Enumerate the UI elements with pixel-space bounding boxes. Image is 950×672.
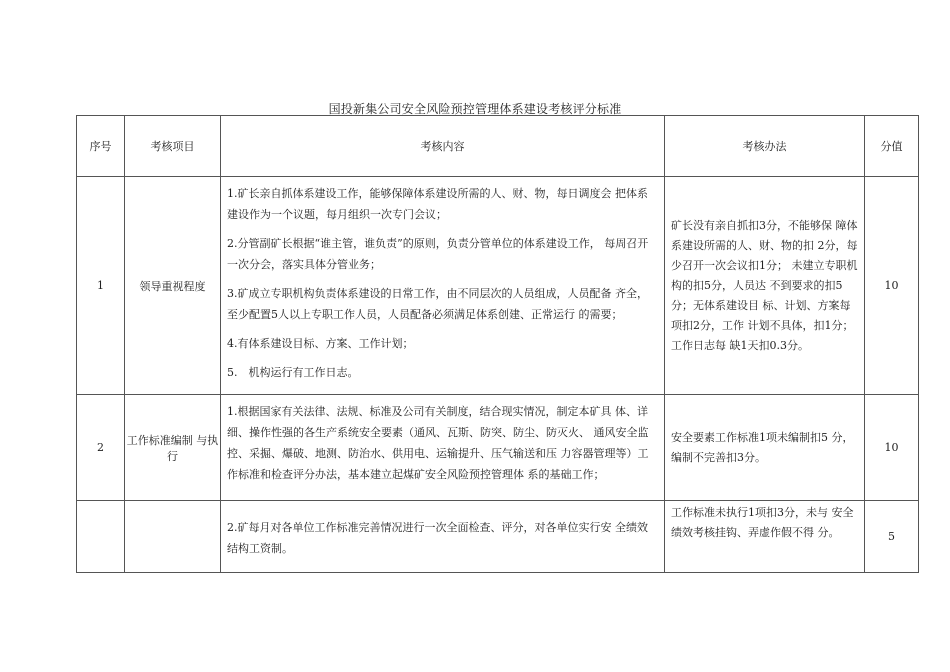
row-content (221, 395, 665, 501)
row-method: 安全要素工作标准1项未编制扣5 分，编制不完善扣3分。 (665, 395, 865, 501)
table-row (77, 395, 919, 501)
row-score: 10 (865, 177, 919, 395)
row-item (125, 501, 221, 573)
content-line: 1.根据国家有关法律、法规、标准及公司有关制度，结合现实情况，制定本矿具 体、详细、操作性强的各生产系统安全要素（通风、瓦斯、防突、防尘、防灭火、 通风安全监控、采掘、爆破、地测、防治水、供用电、运输提升、压气输送和压 力容器管理等）工作标准和检查评分办法，基本建立起煤矿安全风险预控管理体 系的基础工作； (227, 405, 649, 481)
scoring-table (76, 115, 919, 573)
row-method: 矿长没有亲自抓扣3分，不能够保 障体系建设所需的人、财、物的扣 2分，每少召开一次会议扣1分； 未建立专职机构的扣5分，人员达 不到要求的扣5分；无体系建设目 标、计划、方案每项扣2分，工作 计划不具体，扣1分；工作日志每 缺1天扣0.3分。 (665, 177, 865, 395)
row-score: 10 (865, 395, 919, 501)
header-method: 考核办法 (665, 116, 865, 177)
content-line: 1.矿长亲自抓体系建设工作，能够保障体系建设所需的人、财、物，每日调度会 把体系建设作为一个议题，每月组织一次专门会议； (227, 187, 648, 221)
table-header-row (77, 116, 919, 177)
header-item: 考核项目 (125, 116, 221, 177)
row-content (221, 177, 665, 395)
row-no: 1 (77, 177, 125, 395)
row-no (77, 501, 125, 573)
header-no: 序号 (77, 116, 125, 177)
content-line: 3.矿成立专职机构负责体系建设的日常工作，由不同层次的人员组成，人员配备 齐全，至少配置5人以上专职工作人员，人员配备必须满足体系创建、正常运行 的需要； (227, 287, 648, 321)
row-score: 5 (865, 501, 919, 573)
page-title: 国投新集公司安全风险预控管理体系建设考核评分标准 (328, 102, 622, 116)
row-no: 2 (77, 395, 125, 501)
row-method: 工作标准未执行1项扣3分，未与 安全绩效考核挂钩、弄虚作假不得 分。 (665, 501, 865, 573)
row-item: 工作标准编制 与执行 (125, 395, 221, 501)
row-content (221, 501, 665, 573)
row-item: 领导重视程度 (125, 177, 221, 395)
header-content: 考核内容 (221, 116, 665, 177)
table-row (77, 501, 919, 573)
content-line: 4.有体系建设目标、方案、工作计划； (227, 337, 414, 350)
content-line: 2.矿每月对各单位工作标准完善情况进行一次全面检查、评分，对各单位实行安 全绩效结构工资制。 (227, 521, 648, 555)
content-line: 5. 机构运行有工作日志。 (227, 366, 359, 379)
content-line: 2.分管副矿长根据“谁主管，谁负责”的原则，负责分管单位的体系建设工作， 每周召开一次分会，落实具体分管业务； (227, 237, 649, 271)
header-score: 分值 (865, 116, 919, 177)
table-row (77, 177, 919, 395)
